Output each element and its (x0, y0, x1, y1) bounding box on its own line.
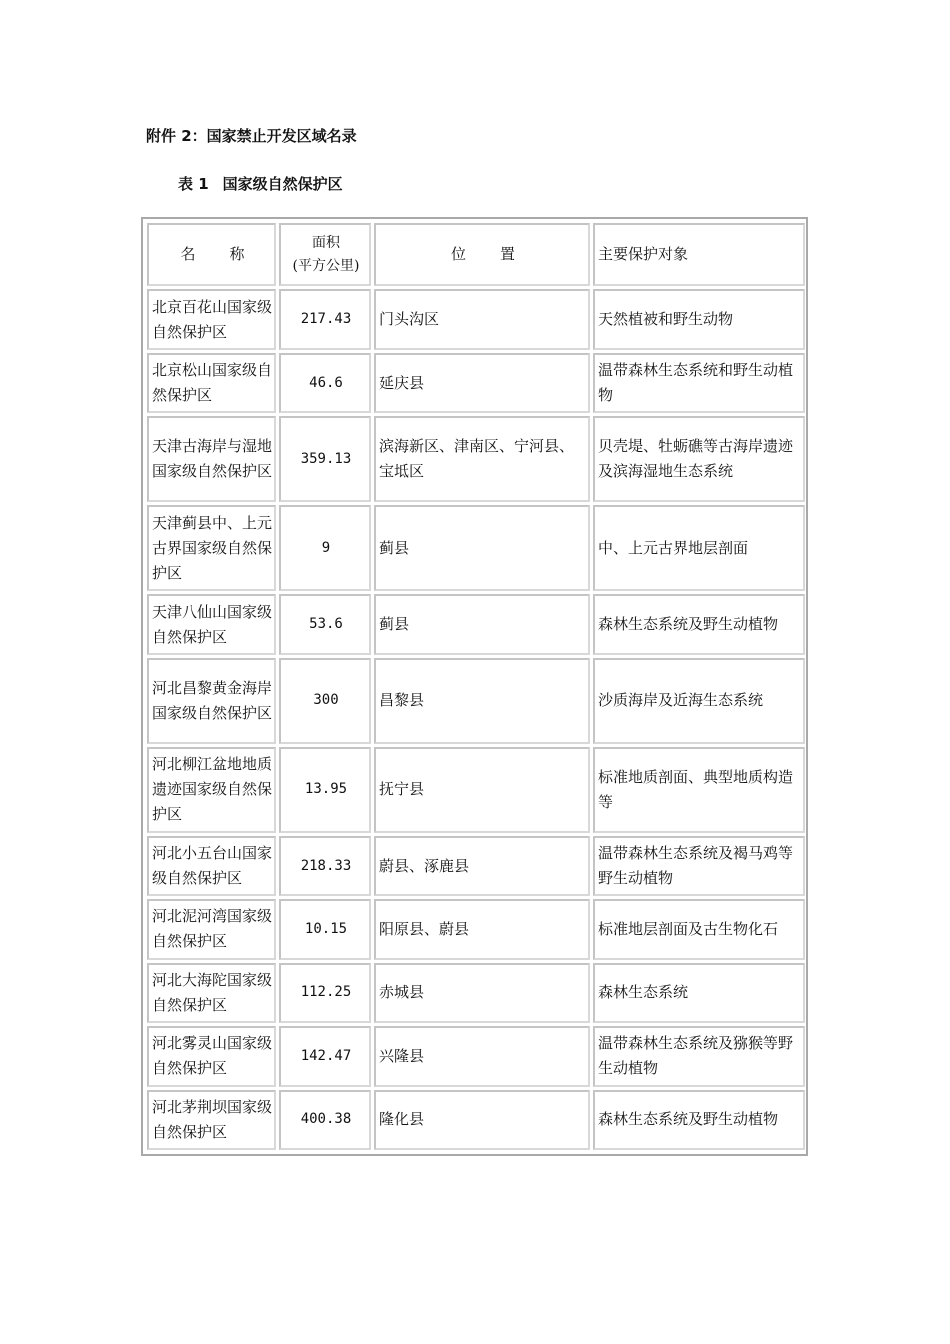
reserve-protection-targets: 森林生态系统 (593, 963, 805, 1023)
nature-reserve-table (144, 220, 808, 1153)
table-row (147, 505, 805, 591)
reserve-location: 蔚县、涿鹿县 (374, 836, 590, 896)
reserve-protection-targets: 温带森林生态系统及猕猴等野生动植物 (593, 1026, 805, 1086)
reserve-protection-targets: 森林生态系统及野生动植物 (593, 1090, 805, 1151)
reserve-name: 天津古海岸与湿地国家级自然保护区 (147, 416, 276, 502)
reserve-name: 河北小五台山国家级自然保护区 (147, 836, 276, 896)
header-location: 位 置 (374, 223, 590, 286)
reserve-name: 北京百花山国家级自然保护区 (147, 289, 276, 349)
table-row (147, 289, 805, 349)
reserve-protection-targets: 沙质海岸及近海生态系统 (593, 658, 805, 744)
table-row (147, 416, 805, 502)
reserve-location: 延庆县 (374, 353, 590, 413)
reserve-location: 阳原县、蔚县 (374, 899, 590, 959)
table-row (147, 836, 805, 896)
header-name: 名 称 (147, 223, 276, 286)
table-caption (178, 174, 343, 194)
table-title: 国家级自然保护区 (222, 175, 343, 193)
reserve-name: 河北泥河湾国家级自然保护区 (147, 899, 276, 959)
reserve-area: 359.13 (279, 416, 371, 502)
header-area: 面积 (平方公里) (279, 223, 371, 286)
reserve-protection-targets: 标准地质剖面、典型地质构造等 (593, 747, 805, 833)
reserve-location: 昌黎县 (374, 658, 590, 744)
document-heading: 附件 2：国家禁止开发区域名录 (146, 127, 357, 145)
reserve-name: 河北雾灵山国家级自然保护区 (147, 1026, 276, 1086)
reserve-location: 蓟县 (374, 505, 590, 591)
table-row (147, 353, 805, 413)
reserve-name: 河北柳江盆地地质遗迹国家级自然保护区 (147, 747, 276, 833)
reserve-name: 河北昌黎黄金海岸国家级自然保护区 (147, 658, 276, 744)
reserve-protection-targets: 温带森林生态系统及褐马鸡等野生动植物 (593, 836, 805, 896)
reserve-location: 门头沟区 (374, 289, 590, 349)
reserve-area: 9 (279, 505, 371, 591)
table-number: 表 1 (178, 175, 209, 193)
reserve-area: 46.6 (279, 353, 371, 413)
table-row (147, 1026, 805, 1086)
table-row (147, 1090, 805, 1151)
table-row (147, 658, 805, 744)
reserve-location: 兴隆县 (374, 1026, 590, 1086)
table-row (147, 747, 805, 833)
reserve-protection-targets: 标准地层剖面及古生物化石 (593, 899, 805, 959)
reserve-location: 赤城县 (374, 963, 590, 1023)
nature-reserve-table-frame (141, 217, 808, 1156)
reserve-location: 滨海新区、津南区、宁河县、宝坻区 (374, 416, 590, 502)
table-header-row (147, 223, 805, 286)
reserve-name: 河北大海陀国家级自然保护区 (147, 963, 276, 1023)
table-row (147, 899, 805, 959)
reserve-location: 抚宁县 (374, 747, 590, 833)
reserve-area: 13.95 (279, 747, 371, 833)
reserve-protection-targets: 温带森林生态系统和野生动植物 (593, 353, 805, 413)
reserve-name: 天津八仙山国家级自然保护区 (147, 594, 276, 654)
reserve-area: 53.6 (279, 594, 371, 654)
reserve-name: 河北茅荆坝国家级自然保护区 (147, 1090, 276, 1151)
reserve-protection-targets: 天然植被和野生动物 (593, 289, 805, 349)
reserve-protection-targets: 森林生态系统及野生动植物 (593, 594, 805, 654)
table-row (147, 963, 805, 1023)
reserve-area: 10.15 (279, 899, 371, 959)
reserve-area: 400.38 (279, 1090, 371, 1151)
header-protection-targets: 主要保护对象 (593, 223, 805, 286)
reserve-location: 蓟县 (374, 594, 590, 654)
reserve-name: 北京松山国家级自然保护区 (147, 353, 276, 413)
reserve-area: 218.33 (279, 836, 371, 896)
reserve-protection-targets: 中、上元古界地层剖面 (593, 505, 805, 591)
reserve-area: 142.47 (279, 1026, 371, 1086)
reserve-area: 217.43 (279, 289, 371, 349)
reserve-area: 300 (279, 658, 371, 744)
reserve-area: 112.25 (279, 963, 371, 1023)
reserve-location: 隆化县 (374, 1090, 590, 1151)
reserve-name: 天津蓟县中、上元古界国家级自然保护区 (147, 505, 276, 591)
table-row (147, 594, 805, 654)
reserve-protection-targets: 贝壳堤、牡蛎礁等古海岸遗迹及滨海湿地生态系统 (593, 416, 805, 502)
